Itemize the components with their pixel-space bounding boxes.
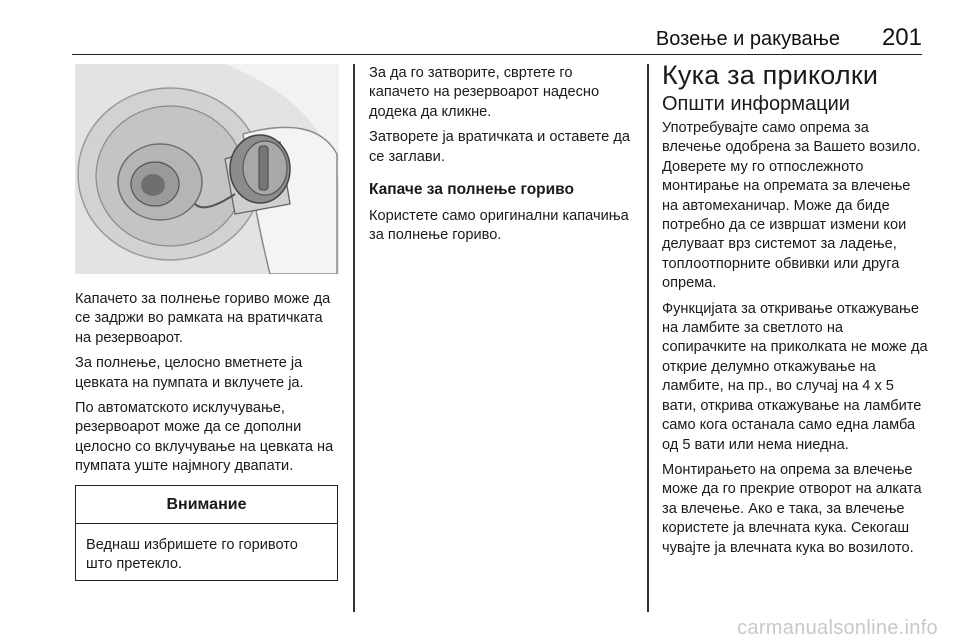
warning-body [76,524,337,581]
middle-column [369,64,633,252]
paragraph: Монтирањето на опрема за влечење може да го прекрие отворот на алката за влечење. Ако е така, за влечење користете ја влечната кука. Секогаш чувајте ја влечната кука во возилото. [662,461,922,556]
warning-title: Внимание [76,486,337,524]
chapter-title: Кука за приколки [662,60,879,90]
warning-box [75,485,338,582]
fuel-cap-illustration-icon [75,64,339,274]
page-header [72,22,922,55]
section-title: Возење и ракување [655,28,840,50]
warning-text: Веднаш избришете го горивото што претекло. [86,536,298,573]
subsection-title: Општи информации [662,93,850,115]
watermark: carmanualsonline.info [737,617,938,639]
paragraph: Функцијата за откривање откажување на ламбите за светлото на сопирачките на приколката не може да открие делумно откажување на ламбите, на пр., во случај на 4 x 5 вати, открива откажување на ламбите само кога останала само една ламба од 5 вати или нема ниедна. [662,300,928,453]
column-divider [353,64,355,612]
right-column [662,60,928,564]
paragraph: За полнење, целосно вметнете ја цевката на пумпата и вклучете ја. [75,355,304,391]
paragraph: Капачето за полнење гориво може да се задржи во рамката на вратичката на резервоарот. [75,291,331,346]
left-column [75,64,339,581]
paragraph: По автоматското исклучување, резервоарот може да се дополни целосно со вклучување на цевката на пумпата уште најмногу двапати. [75,400,334,475]
paragraph: Користете само оригинални капачиња за полнење гориво. [369,208,629,244]
column-divider [647,64,649,612]
paragraph: Затворете ја вратичката и оставете да се заглави. [369,129,630,165]
page-number: 201 [881,24,922,51]
paragraph: Употребувајте само опрема за влечење одобрена за Вашето возило. Доверете му го отпослежното монтирање на опремата за влечење на автомеханичар. Може да биде потребно да се извршат измени кои делуваат врз системот за ладење, топлоотпорните обвивки или друга опрема. [662,120,921,292]
paragraph: За да го затворите, свртете го капачето на резервоарот надесно додека да кликне. [369,65,600,120]
section-heading: Капаче за полнење гориво [369,181,574,199]
